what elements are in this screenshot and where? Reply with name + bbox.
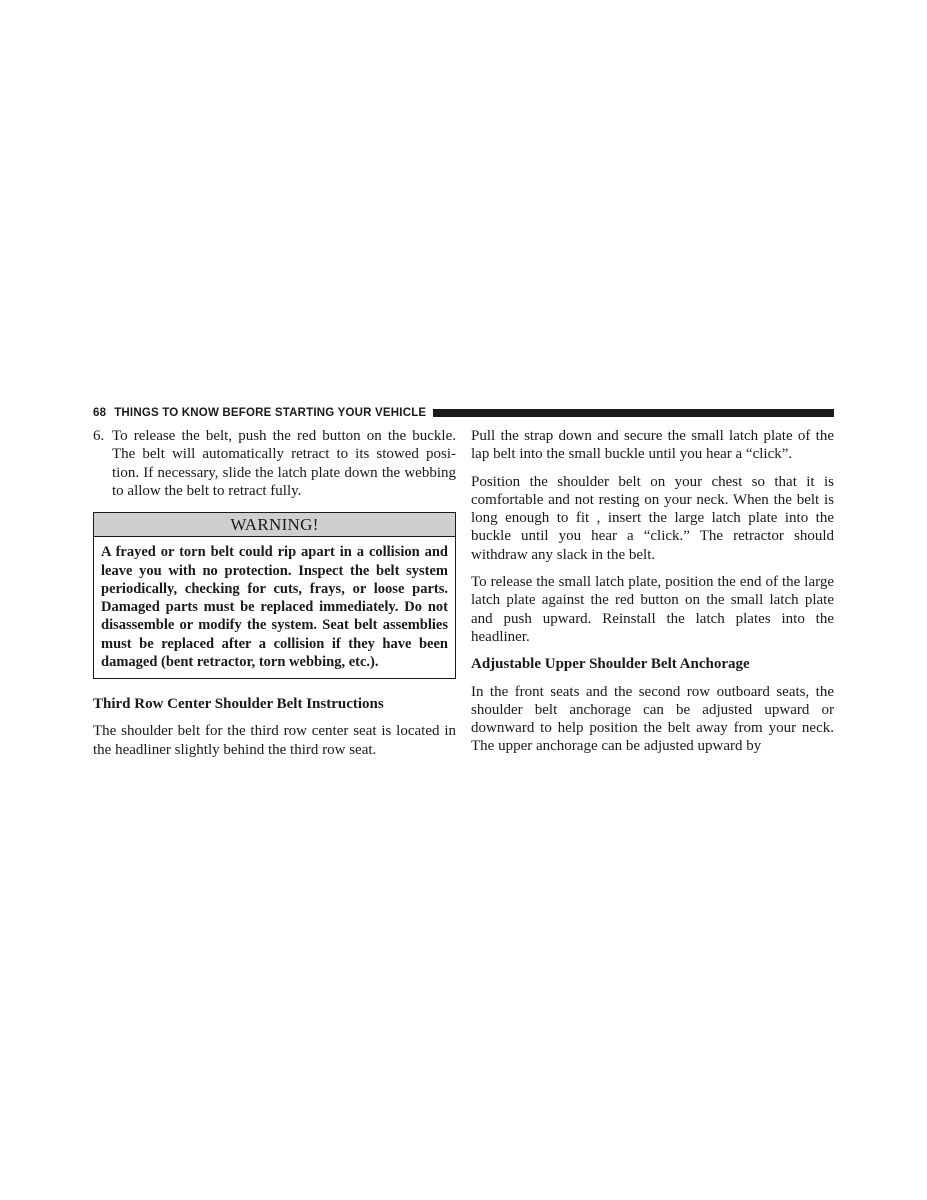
paragraph-release-latch: To release the small latch plate, position the end of the large latch plate against the red button on the small latch plate and push upward. Reinstall the latch plates into the headliner. (471, 574, 834, 645)
right-column (471, 427, 834, 765)
warning-title: WARNING! (94, 513, 455, 537)
paragraph-position-belt: Position the shoulder belt on your chest so that it is comfortable and not resting on your neck. When the belt is long enough to fit , insert the large latch plate into the buckle until you hear a “click.” The retractor should withdraw any slack in the belt. (471, 473, 834, 563)
list-number: 6. (93, 428, 105, 444)
warning-body: A frayed or torn belt could rip apart in a collision and leave you with no protection. Inspect the belt system periodically, checking for cuts, frays, or loose parts. Damaged parts must be replaced immediately. Do not disassemble or modify the system. Seat belt assemblies must be replaced after a collision if they have been damaged (bent retractor, torn webbing, etc.). (101, 544, 448, 670)
subheading-anchorage: Adjustable Upper Shoulder Belt Anchorage (471, 656, 750, 673)
list-item (93, 427, 456, 500)
paragraph-pull-strap: Pull the strap down and secure the small latch plate of the lap belt into the small buckle until you hear a “click”. (471, 428, 834, 463)
subheading-third-row: Third Row Center Shoulder Belt Instructions (93, 695, 384, 712)
warning-box (93, 512, 456, 679)
list-text: To release the belt, push the red button on the buckle. The belt will automatically retract to its stowed posi-tion. If necessary, slide the latch plate down the webbing to allow the belt to retract fully. (112, 428, 456, 499)
section-title: THINGS TO KNOW BEFORE STARTING YOUR VEHICLE (114, 407, 427, 419)
left-column (93, 427, 456, 768)
paragraph-anchorage: In the front seats and the second row outboard seats, the shoulder belt anchorage can be adjusted upward or downward to help position the belt away from your neck. The upper anchorage can be adjusted upward by (471, 683, 834, 755)
page-number: 68 (93, 407, 107, 419)
header-rule (433, 409, 834, 417)
paragraph-third-row: The shoulder belt for the third row center seat is located in the headliner slightly behind the third row seat. (93, 723, 456, 758)
page-header (93, 405, 834, 421)
